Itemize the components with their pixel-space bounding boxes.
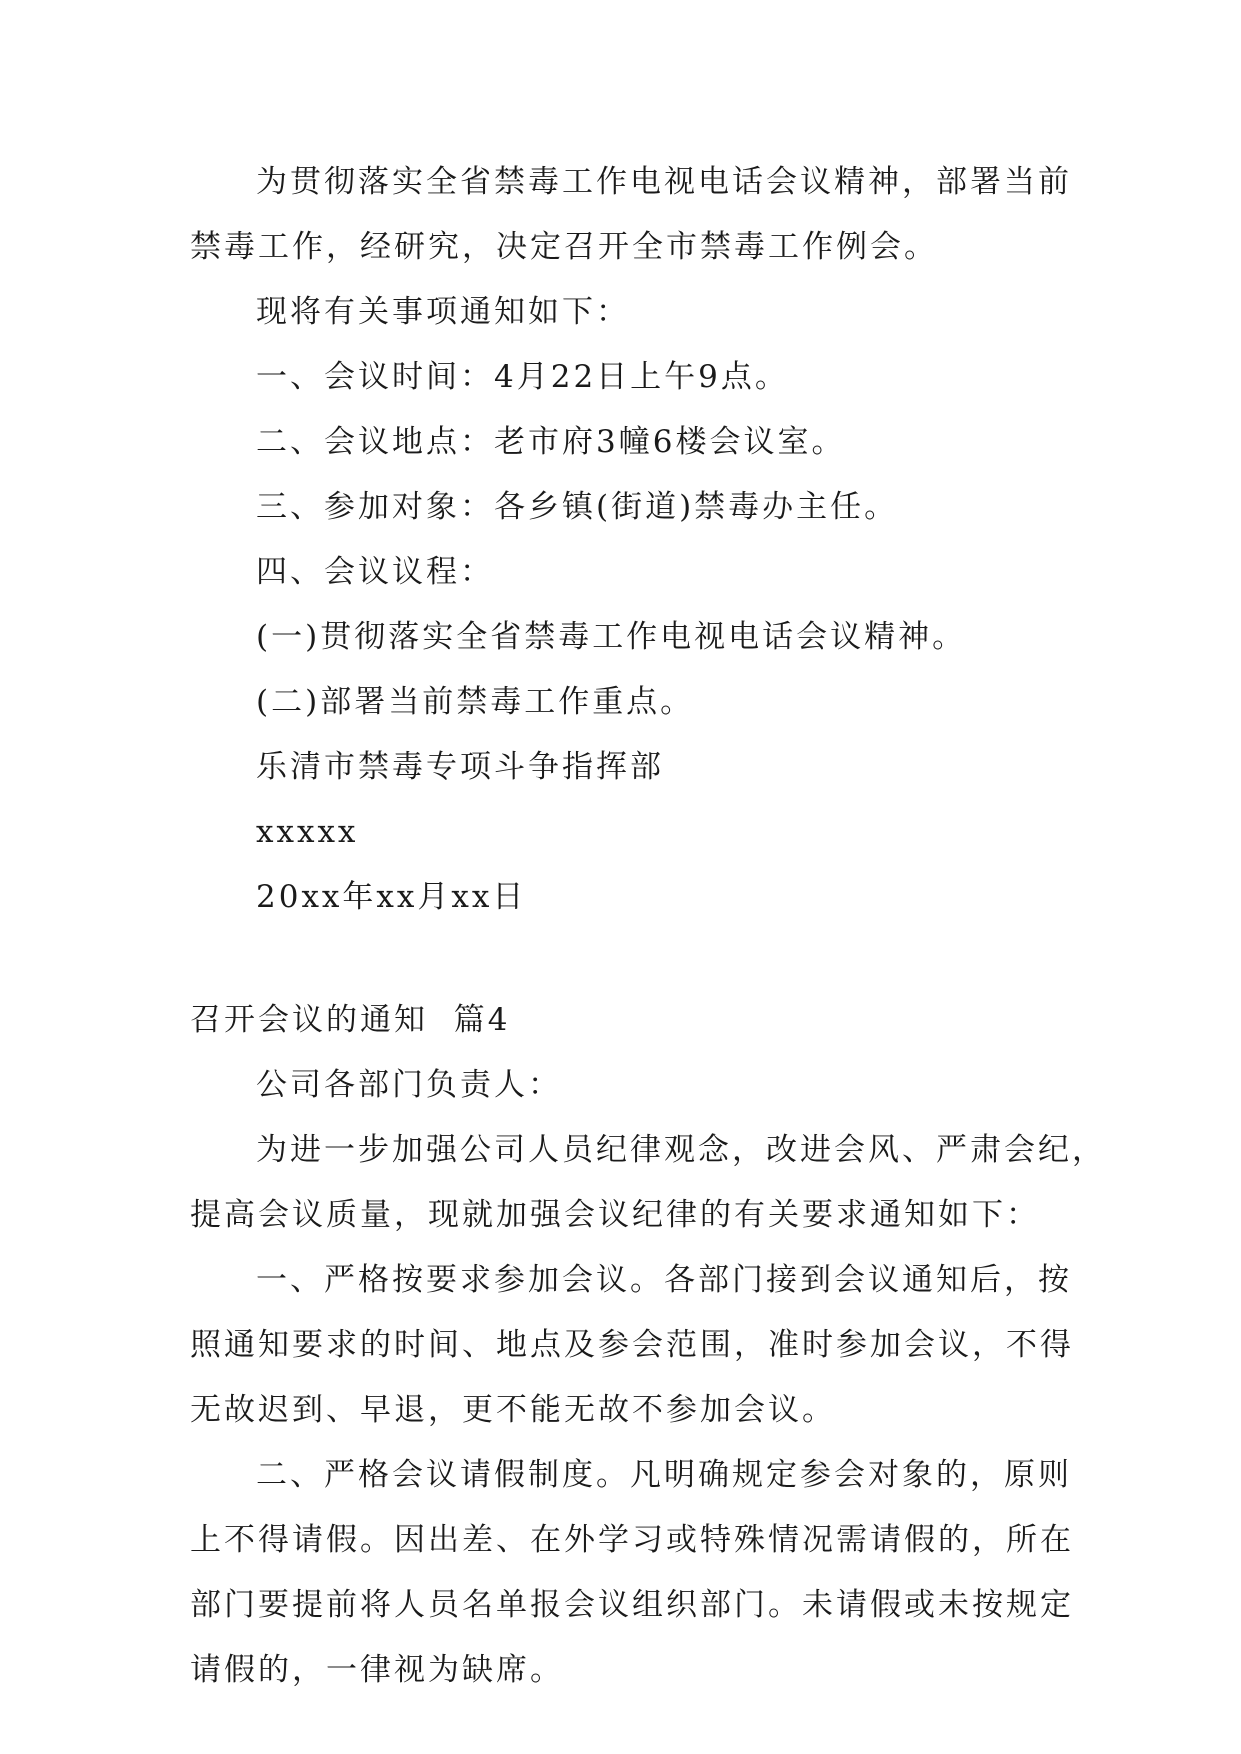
paragraph-line: 上不得请假。因出差、在外学习或特殊情况需请假的，所在 <box>190 1522 1074 1558</box>
paragraph-line: 为进一步加强公司人员纪律观念，改进会风、严肃会纪， <box>256 1132 1106 1168</box>
list-item-location: 二、会议地点：老市府3幢6楼会议室。 <box>256 424 846 460</box>
paragraph-line: 二、严格会议请假制度。凡明确规定参会对象的，原则 <box>256 1457 1072 1493</box>
list-item-time: 一、会议时间：4月22日上午9点。 <box>256 359 789 395</box>
paragraph-intro: 现将有关事项通知如下： <box>256 294 630 330</box>
paragraph-line: 一、严格按要求参加会议。各部门接到会议通知后，按 <box>256 1262 1072 1298</box>
list-item-attendees: 三、参加对象：各乡镇(街道)禁毒办主任。 <box>256 489 899 525</box>
agenda-item-2: (二)部署当前禁毒工作重点。 <box>256 684 695 720</box>
agenda-item-1: (一)贯彻落实全省禁毒工作电视电话会议精神。 <box>256 619 967 655</box>
salutation: 公司各部门负责人： <box>256 1067 562 1103</box>
paragraph-line: 照通知要求的时间、地点及参会范围，准时参加会议，不得 <box>190 1327 1074 1363</box>
signer-name: 乐清市禁毒专项斗争指挥部 <box>256 749 664 785</box>
paragraph-line: 无故迟到、早退，更不能无故不参加会议。 <box>190 1392 836 1428</box>
section-heading: 召开会议的通知 篇4 <box>190 1002 511 1038</box>
section-gap <box>190 930 1060 988</box>
paragraph-line: 请假的，一律视为缺席。 <box>190 1652 564 1688</box>
paragraph-line: 提高会议质量，现就加强会议纪律的有关要求通知如下： <box>190 1197 1040 1233</box>
signed-date: 20xx年xx月xx日 <box>256 879 527 915</box>
document-page <box>190 150 1106 1703</box>
paragraph-line: 为贯彻落实全省禁毒工作电视电话会议精神，部署当前 <box>256 164 1072 200</box>
signer-placeholder: xxxxx <box>256 814 359 850</box>
paragraph-line: 部门要提前将人员名单报会议组织部门。未请假或未按规定 <box>190 1587 1074 1623</box>
list-item-agenda: 四、会议议程： <box>256 554 494 590</box>
paragraph-line: 禁毒工作，经研究，决定召开全市禁毒工作例会。 <box>190 229 938 265</box>
